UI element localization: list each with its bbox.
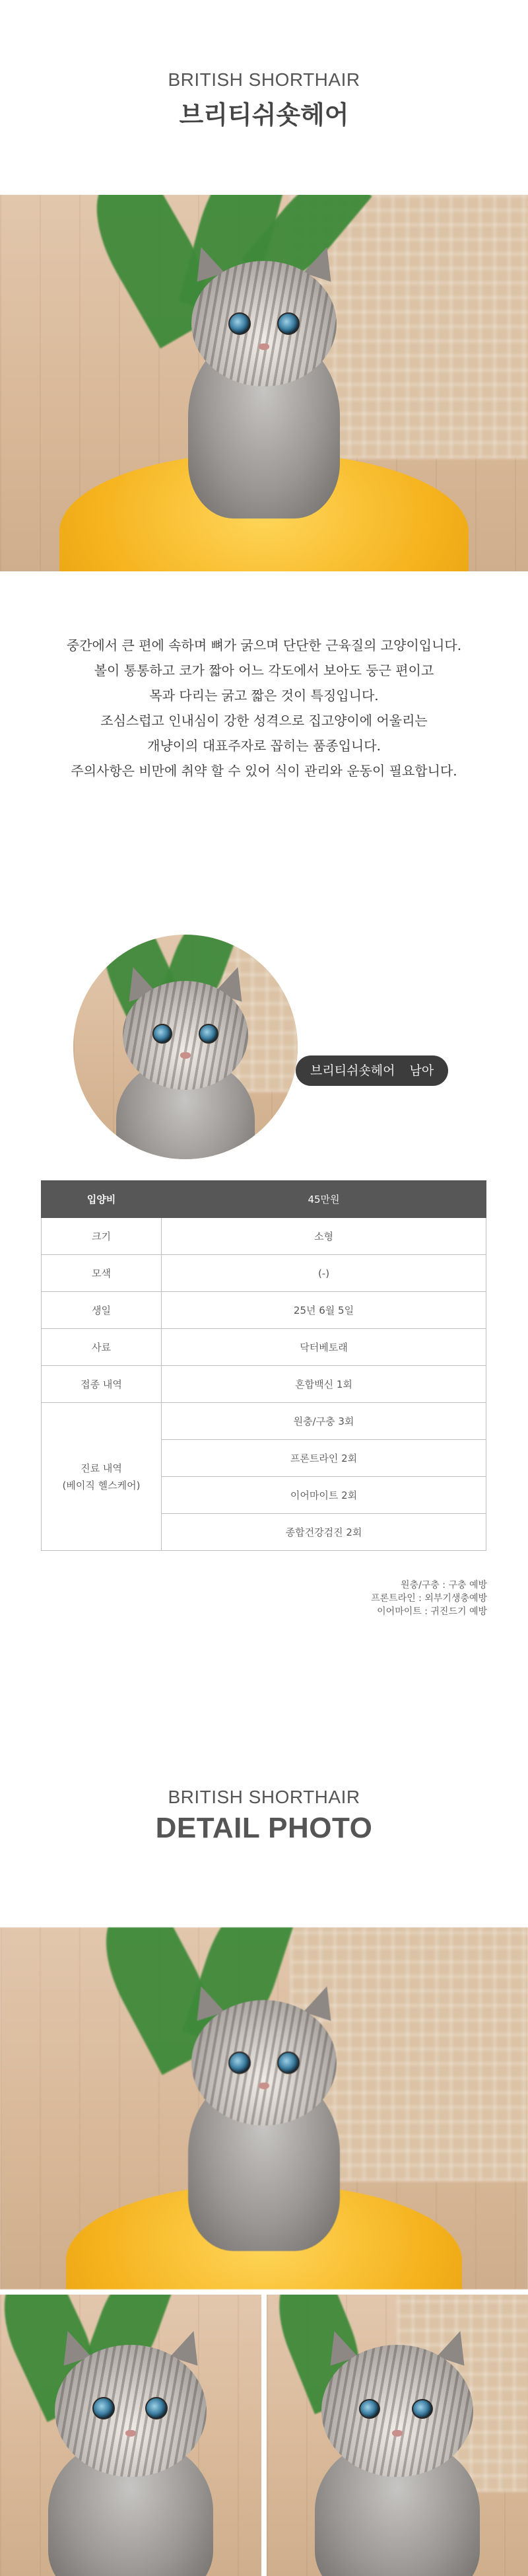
row-value: (-)	[162, 1255, 486, 1292]
table-row	[42, 1403, 486, 1440]
medical-value: 원충/구충 3회	[162, 1403, 486, 1440]
row-label: 크기	[42, 1218, 162, 1255]
medical-value: 이어마이트 2회	[162, 1477, 486, 1514]
detail-photo-left	[0, 2295, 261, 2576]
table-row	[42, 1366, 486, 1403]
detail-title-en: BRITISH SHORTHAIR	[168, 1787, 360, 1807]
kitten-figure	[106, 961, 265, 1159]
intro-title-ko: 브리티쉬숏헤어	[179, 100, 349, 129]
table-header-row	[42, 1181, 486, 1218]
name-badge	[296, 1055, 448, 1086]
table-row	[42, 1218, 486, 1255]
detail-photo-right	[267, 2295, 528, 2576]
row-value: 혼합백신 1회	[162, 1366, 486, 1403]
intro-title-en: BRITISH SHORTHAIR	[168, 69, 360, 90]
row-label: 접종 내역	[42, 1366, 162, 1403]
medical-value: 종합건강검진 2회	[162, 1514, 486, 1551]
medical-label-line2: (베이직 헬스케어)	[62, 1479, 141, 1491]
detail-photo-main	[0, 1927, 528, 2289]
breed-description	[26, 633, 502, 783]
note-line: 원충/구충 : 구충 예방	[401, 1580, 487, 1591]
treatment-notes	[371, 1579, 487, 1618]
table-row	[42, 1255, 486, 1292]
description-line: 볼이 통통하고 코가 짧아 어느 각도에서 보아도 둥근 편이고	[94, 662, 434, 678]
row-value: 25년 6월 5일	[162, 1292, 486, 1329]
row-value: 닥터베토래	[162, 1329, 486, 1366]
info-table	[41, 1180, 486, 1551]
row-label: 생일	[42, 1292, 162, 1329]
profile-photo	[73, 935, 298, 1159]
table-row	[42, 1292, 486, 1329]
description-line: 중간에서 큰 편에 속하며 뼈가 굵으며 단단한 근육질의 고양이입니다.	[66, 637, 462, 653]
table-row	[42, 1329, 486, 1366]
gender-label: 남아	[409, 1063, 434, 1078]
description-line: 조심스럽고 인내심이 강한 성격으로 집고양이에 어울리는	[100, 713, 428, 729]
kitten-figure	[38, 2321, 223, 2576]
description-line: 목과 다리는 굵고 짧은 것이 특징입니다.	[149, 688, 379, 703]
detail-heading	[0, 1787, 528, 1845]
note-line: 이어마이트 : 귀진드기 예방	[377, 1606, 487, 1617]
hero-photo	[0, 195, 528, 571]
detail-title: DETAIL PHOTO	[155, 1812, 373, 1844]
intro-heading	[0, 69, 528, 131]
kitten-figure	[165, 234, 363, 525]
medical-label	[42, 1403, 162, 1551]
price-label: 입양비	[42, 1181, 162, 1218]
price-value: 45만원	[162, 1181, 486, 1218]
description-line: 주의사항은 비만에 취약 할 수 있어 식이 관리와 운동이 필요합니다.	[71, 763, 457, 779]
medical-label-line1: 진료 내역	[81, 1462, 122, 1474]
row-value: 소형	[162, 1218, 486, 1255]
kitten-figure	[165, 1974, 363, 2251]
note-line: 프론트라인 : 외부기생충예방	[371, 1593, 487, 1604]
row-label: 사료	[42, 1329, 162, 1366]
row-label: 모색	[42, 1255, 162, 1292]
description-line: 개냥이의 대표주자로 꼽히는 품종입니다.	[147, 738, 381, 754]
medical-value: 프론트라인 2회	[162, 1440, 486, 1477]
breed-name: 브리티쉬숏헤어	[310, 1063, 395, 1078]
kitten-figure	[305, 2321, 490, 2576]
